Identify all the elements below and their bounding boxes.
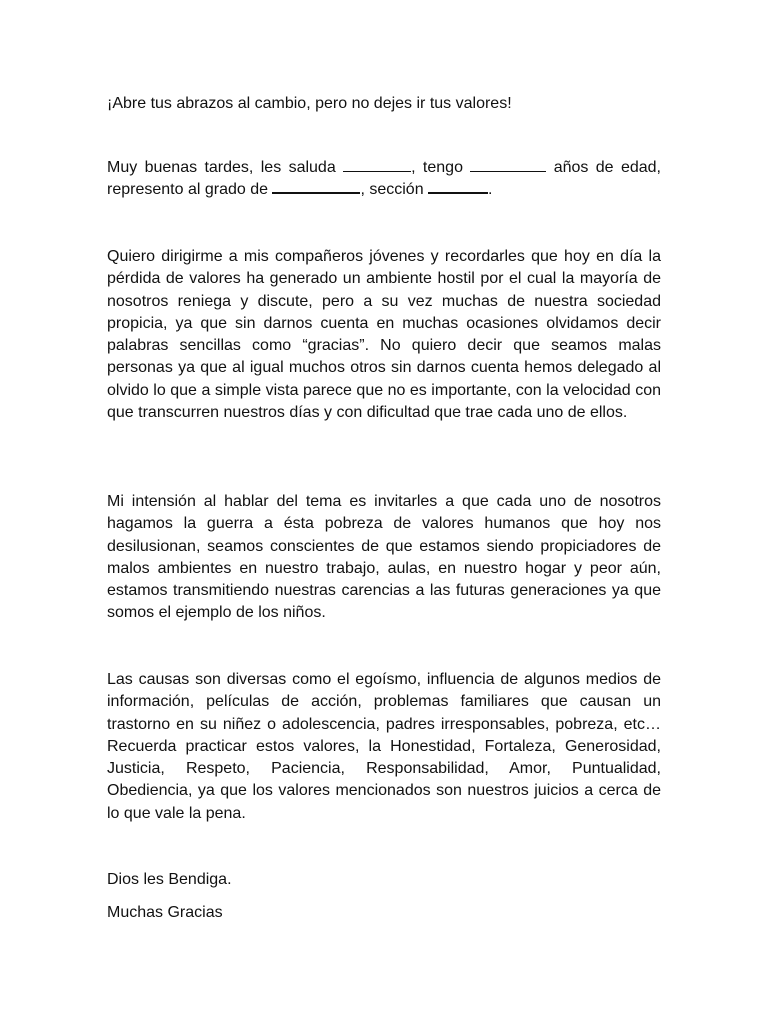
greeting-text-2: , tengo — [411, 159, 471, 176]
age-blank — [470, 170, 546, 172]
greeting-text-4: , sección — [360, 181, 429, 199]
document-title: ¡Abre tus abrazos al cambio, pero no dejes ir tus valores! — [107, 95, 512, 112]
closing-blessing: Dios les Bendiga. — [107, 871, 232, 888]
section-blank — [428, 191, 488, 194]
greeting-text-5: . — [488, 181, 493, 199]
greeting-text-1: Muy buenas tardes, les saluda — [107, 159, 344, 176]
body-paragraph: Las causas son diversas como el egoísmo, influencia de algunos medios de información, películas de acción, problemas familiares que causan un trastorno en su niñez o adolescencia, padres irresponsables, pobreza, etc… Recuerda practicar estos valores, la Honestidad, Fortaleza, Generosidad, Justicia, Respeto, Paciencia, Responsabilidad, Amor, Puntualidad, Obediencia, ya que los valores mencionados son nuestros juicios a cerca de lo que vale la pena. — [107, 671, 661, 822]
body-paragraph: Quiero dirigirme a mis compañeros jóvenes y recordarles que hoy en día la pérdida de valores ha generado un ambiente hostil por el cual la mayoría de nosotros reniega y discute, pero a su vez muchas de nuestra sociedad propicia, ya que sin darnos cuenta en muchas ocasiones olvidamos decir palabras sencillas como “gracias”. No quiero decir que seamos malas personas ya que al igual muchos otros sin darnos cuenta hemos delegado al olvido lo que a simple vista parece que no es importante, con la velocidad con que transcurren nuestros días y con dificultad que trae cada uno de ellos. — [107, 248, 661, 422]
greeting-paragraph — [107, 157, 661, 202]
greeting-text-3: años de edad, represento al grado de — [107, 159, 661, 199]
name-blank — [343, 170, 411, 172]
closing-thanks: Muchas Gracias — [107, 904, 223, 921]
body-paragraph: Mi intensión al hablar del tema es invitarles a que cada uno de nosotros hagamos la guerra a ésta pobreza de valores humanos que hoy nos desilusionan, seamos conscientes de que estamos siendo propiciadores de malos ambientes en nuestro trabajo, aulas, en nuestro hogar y peor aún, estamos transmitiendo nuestras carencias a las futuras generaciones ya que somos el ejemplo de los niños. — [107, 493, 661, 622]
grade-blank — [272, 191, 360, 194]
